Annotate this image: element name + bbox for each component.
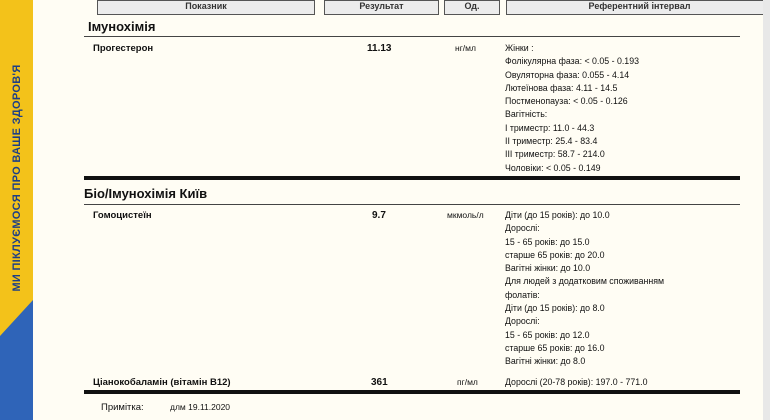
reference-line: III триместр: 58.7 - 214.0 xyxy=(505,149,605,160)
test-reference-homocysteine xyxy=(505,209,664,369)
test-reference-cyanocobalamin xyxy=(505,376,647,389)
test-name-cyanocobalamin: Ціанокобаламін (вітамін B12) xyxy=(93,377,231,388)
test-result-progesterone: 11.13 xyxy=(367,43,392,54)
reference-line: старше 65 років: до 20.0 xyxy=(505,249,605,260)
column-header-reference: Референтний інтервал xyxy=(506,0,770,15)
reference-line: Дорослі (20-78 років): 197.0 - 771.0 xyxy=(505,377,648,387)
reference-line: 15 - 65 років: до 15.0 xyxy=(505,236,590,247)
test-name-homocysteine: Гомоцистеїн xyxy=(93,210,152,221)
reference-line: Жінки : xyxy=(505,43,534,53)
section-separator xyxy=(84,390,740,394)
reference-line: Вагітність: xyxy=(505,109,548,120)
reference-line: II триместр: 25.4 - 83.4 xyxy=(505,136,598,147)
reference-line: I триместр: 11.0 - 44.3 xyxy=(505,122,595,133)
note-value: длм 19.11.2020 xyxy=(170,402,231,412)
reference-line: 15 - 65 років: до 12.0 xyxy=(505,329,590,340)
sidebar-slogan: МИ ПІКЛУЄМОСЯ ПРО ВАШЕ ЗДОРОВ'Я xyxy=(11,64,23,292)
page-edge xyxy=(763,0,770,420)
reference-line: Дорослі: xyxy=(505,223,540,234)
column-header-parameter: Показник xyxy=(97,0,315,15)
section-title-immunochemistry: Імунохімія xyxy=(88,19,156,34)
reference-line: Овуляторна фаза: 0.055 - 4.14 xyxy=(505,69,630,80)
reference-line: старше 65 років: до 16.0 xyxy=(505,342,605,353)
test-unit-cyanocobalamin: пг/мл xyxy=(457,377,478,387)
section-divider xyxy=(84,204,740,205)
sidebar-blue-wave xyxy=(0,300,33,420)
section-divider xyxy=(84,36,740,37)
column-header-result: Результат xyxy=(324,0,439,15)
test-reference-progesterone xyxy=(505,42,639,175)
lab-results-page xyxy=(33,0,763,420)
reference-line: Постменопауза: < 0.05 - 0.126 xyxy=(505,96,628,107)
test-result-cyanocobalamin: 361 xyxy=(371,377,388,388)
reference-line: Дорослі: xyxy=(505,316,540,327)
test-name-progesterone: Прогестерон xyxy=(93,43,154,54)
reference-line: Діти (до 15 років): до 8.0 xyxy=(505,303,605,314)
reference-line: фолатів: xyxy=(505,289,540,300)
reference-line: Вагітні жінки: до 8.0 xyxy=(505,356,586,367)
test-unit-homocysteine: мкмоль/л xyxy=(447,210,484,220)
column-header-unit: Од. xyxy=(444,0,500,15)
reference-line: Фолікулярна фаза: < 0.05 - 0.193 xyxy=(505,56,639,67)
test-unit-progesterone: нг/мл xyxy=(455,43,476,53)
reference-line: Чоловіки: < 0.05 - 0.149 xyxy=(505,162,601,173)
sidebar-banner xyxy=(0,0,33,420)
reference-line: Лютеїнова фаза: 4.11 - 14.5 xyxy=(505,82,618,93)
reference-line: Для людей з додатковим споживанням xyxy=(505,276,665,287)
reference-line: Діти (до 15 років): до 10.0 xyxy=(505,210,610,220)
note-label: Примітка: xyxy=(101,402,144,413)
test-result-homocysteine: 9.7 xyxy=(372,210,386,221)
reference-line: Вагітні жінки: до 10.0 xyxy=(505,263,591,274)
section-separator xyxy=(84,176,740,180)
section-title-bio-immunochemistry-kyiv: Біо/Імунохімія Київ xyxy=(84,186,208,201)
